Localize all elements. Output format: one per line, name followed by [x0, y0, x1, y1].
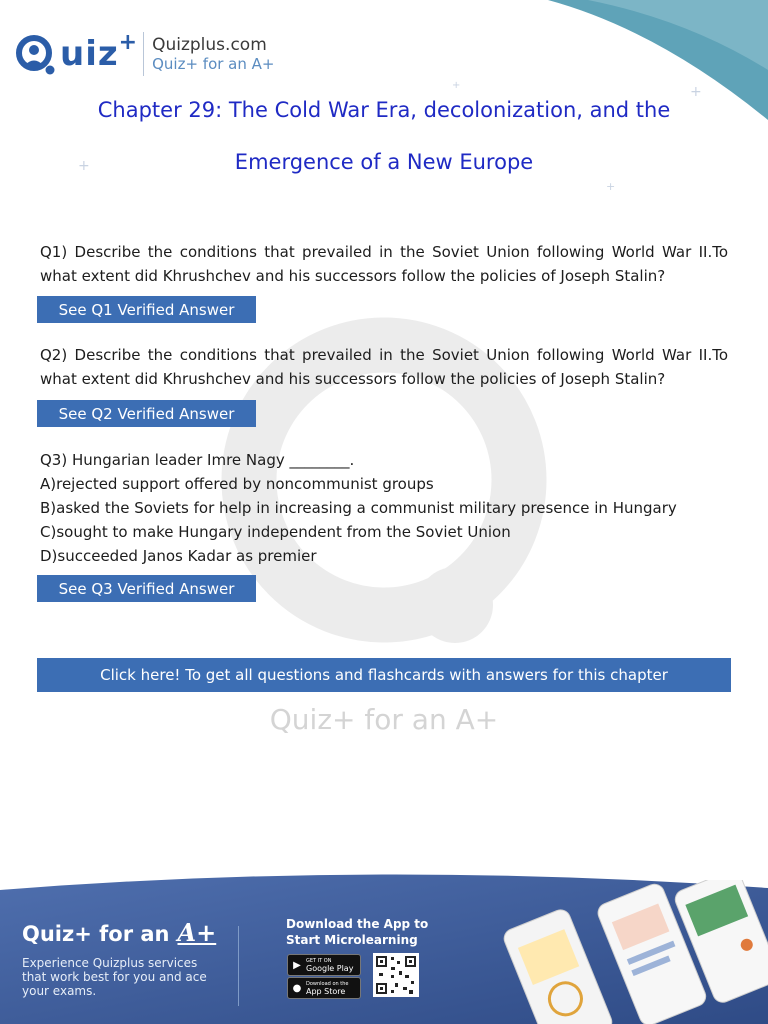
- question-2: Q2) Describe the conditions that prevailed in the Soviet Union following World War II.To what extent did Khrushchev and his successors follow the policies of Joseph Stalin?: [40, 346, 728, 388]
- sparkle-decoration: +: [690, 84, 702, 100]
- footer-aplus: A+: [177, 918, 217, 947]
- sparkle-decoration: +: [78, 158, 90, 174]
- question-3: [40, 448, 728, 568]
- app-store-button[interactable]: [287, 977, 361, 999]
- app-phones-illustration: [500, 880, 768, 1024]
- google-play-small-text: GET IT ON: [306, 958, 332, 964]
- site-name[interactable]: Quizplus.com: [152, 35, 267, 55]
- see-q1-answer-button[interactable]: See Q1 Verified Answer: [37, 296, 256, 323]
- footer-description: Experience Quizplus services that work best for you and ace your exams.: [22, 956, 207, 998]
- site-info: [152, 35, 274, 73]
- footer-brand: [22, 918, 216, 947]
- app-store-label: App Store: [306, 987, 346, 996]
- get-all-questions-button[interactable]: Click here! To get all questions and flashcards with answers for this chapter: [37, 658, 731, 692]
- quizplus-logo[interactable]: [14, 29, 138, 76]
- logo-wordmark: uiz: [60, 34, 119, 74]
- sparkle-decoration: +: [606, 180, 616, 193]
- site-tagline: Quiz+ for an A+: [152, 55, 275, 73]
- chapter-title-line-2: Emergence of a New Europe: [234, 150, 534, 174]
- option-a: A)rejected support offered by noncommunist groups: [40, 475, 434, 493]
- footer-brand-text: Quiz+ for an: [22, 922, 170, 946]
- question-1: Q1) Describe the conditions that prevailed in the Soviet Union following World War II.To what extent did Khrushchev and his successors follow the policies of Joseph Stalin?: [40, 243, 728, 285]
- sparkle-decoration: +: [452, 80, 461, 91]
- question-3-stem: Q3) Hungarian leader Imre Nagy ________.: [40, 451, 355, 469]
- google-play-button[interactable]: [287, 954, 361, 976]
- site-header: [14, 24, 274, 84]
- google-play-label: Google Play: [306, 964, 354, 973]
- chapter-title-line-1: Chapter 29: The Cold War Era, decolonization, and the: [97, 98, 671, 122]
- chapter-title: [40, 84, 728, 188]
- apple-icon: ●: [292, 982, 302, 994]
- header-divider: [143, 32, 144, 76]
- see-q2-answer-button[interactable]: See Q2 Verified Answer: [37, 400, 256, 427]
- watermark-tagline: Quiz+ for an A+: [269, 703, 499, 736]
- logo-plus: +: [118, 29, 138, 55]
- footer-divider: [238, 926, 239, 1006]
- app-store-small-text: Download on the: [306, 981, 349, 987]
- logo-q-icon: [14, 32, 58, 76]
- download-app-heading: Download the App to Start Microlearning: [286, 917, 429, 947]
- option-c: C)sought to make Hungary independent from the Soviet Union: [40, 523, 511, 541]
- see-q3-answer-button[interactable]: See Q3 Verified Answer: [37, 575, 256, 602]
- option-d: D)succeeded Janos Kadar as premier: [40, 547, 317, 565]
- option-b: B)asked the Soviets for help in increasing a communist military presence in Hungary: [40, 499, 677, 517]
- qr-code: [373, 953, 419, 997]
- google-play-icon: ▶: [293, 959, 301, 971]
- app-promo-footer: [0, 870, 768, 1024]
